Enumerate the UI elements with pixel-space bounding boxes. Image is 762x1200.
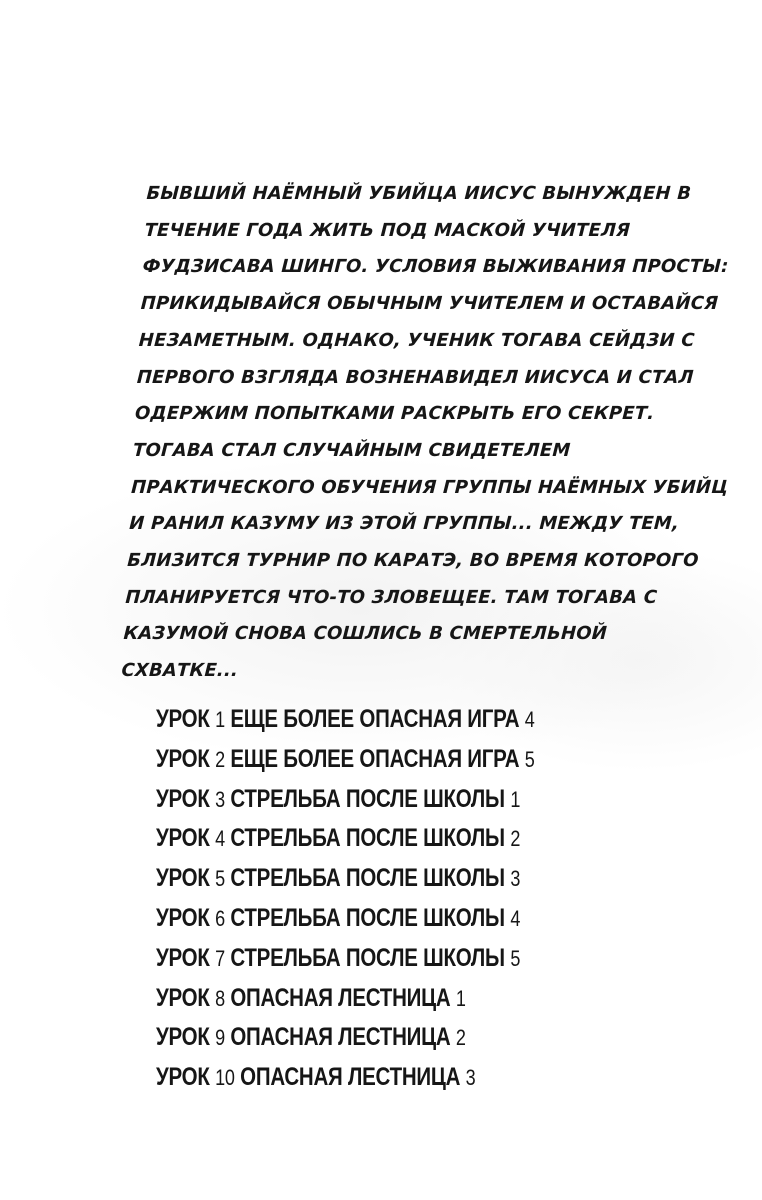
toc-title: СТРЕЛЬБА ПОСЛЕ ШКОЛЫ [230,864,505,893]
toc-part-number: 4 [524,707,535,732]
toc-title: СТРЕЛЬБА ПОСЛЕ ШКОЛЫ [230,784,505,813]
toc-prefix: УРОК [156,824,210,853]
toc-item-7 [156,939,525,979]
toc-prefix: УРОК [156,903,210,932]
toc-lesson-number: 4 [215,826,225,852]
toc-lesson-number: 8 [215,985,225,1011]
toc-part-number: 3 [465,1065,476,1091]
toc-title: ОПАСНАЯ ЛЕСТНИЦА [230,1023,451,1052]
toc-lesson-number: 7 [215,945,225,971]
toc-title: СТРЕЛЬБА ПОСЛЕ ШКОЛЫ [230,943,505,972]
toc-part-number: 4 [510,905,521,931]
synopsis [121,176,748,690]
toc-title: ЕЩЕ БОЛЕЕ ОПАСНАЯ ИГРА [230,744,520,773]
toc-prefix: УРОК [156,1063,210,1092]
toc-item-4 [156,819,525,859]
toc-part-number: 2 [455,1025,466,1051]
toc-lesson-number: 10 [215,1065,235,1091]
toc-item-10 [156,1058,525,1098]
toc-item-9 [156,1018,525,1058]
table-of-contents [156,700,535,1098]
toc-item-3 [156,780,525,820]
toc-part-number: 1 [510,786,521,812]
toc-prefix: УРОК [156,705,210,733]
toc-title: СТРЕЛЬБА ПОСЛЕ ШКОЛЫ [230,903,505,932]
toc-lesson-number: 1 [215,707,225,732]
toc-item-2 [156,740,535,780]
toc-prefix: УРОК [156,784,210,813]
toc-lesson-number: 2 [215,746,225,772]
toc-part-number: 3 [510,866,521,892]
toc-part-number: 2 [510,826,521,852]
toc-prefix: УРОК [156,744,210,773]
toc-title: ОПАСНАЯ ЛЕСТНИЦА [240,1063,461,1092]
toc-item-6 [156,899,525,939]
toc-part-number: 5 [510,945,521,971]
synopsis-paragraph-2: ТОГАВА СТАЛ СЛУЧАЙНЫМ СВИДЕТЕЛЕМ ПРАКТИЧЕСКОГО ОБУЧЕНИЯ ГРУППЫ НАЁМНЫХ УБИЙЦ И РАНИЛ КАЗУМУ ИЗ ЭТОЙ ГРУППЫ... МЕЖДУ ТЕМ, БЛИЗИТСЯ ТУРНИР ПО КАРАТЭ, ВО ВРЕМЯ КОТОРОГО ПЛАНИРУЕТСЯ ЧТО-ТО ЗЛОВЕЩЕЕ. ТАМ ТОГАВА С КАЗУМОЙ СНОВА СОШЛИСЬ В СМЕРТЕЛЬНОЙ СХВАТКЕ... [120,439,729,682]
toc-lesson-number: 6 [215,905,225,931]
toc-prefix: УРОК [156,983,210,1012]
synopsis-paragraph-1: БЫВШИЙ НАЁМНЫЙ УБИЙЦА ИИСУС ВЫНУЖДЕН В ТЕЧЕНИЕ ГОДА ЖИТЬ ПОД МАСКОЙ УЧИТЕЛЯ ФУДЗИСАВА ШИНГО. УСЛОВИЯ ВЫЖИВАНИЯ ПРОСТЫ: ПРИКИДЫВАЙСЯ ОБЫЧНЫМ УЧИТЕЛЕМ И ОСТАВАЙСЯ НЕЗАМЕТНЫМ. ОДНАКО, УЧЕНИК ТОГАВА СЕЙДЗИ С ПЕРВОГО ВЗГЛЯДА ВОЗНЕНАВИДЕЛ ИИСУСА И СТАЛ ОДЕРЖИМ ПОПЫТКАМИ РАСКРЫТЬ ЕГО СЕКРЕТ. [134,183,730,425]
toc-lesson-number: 9 [215,1025,225,1051]
toc-item-1 [156,700,535,740]
toc-part-number: 5 [524,746,535,772]
toc-lesson-number: 5 [215,866,225,892]
toc-title: ОПАСНАЯ ЛЕСТНИЦА [230,983,451,1012]
toc-item-8 [156,979,525,1019]
toc-prefix: УРОК [156,1023,210,1052]
toc-prefix: УРОК [156,943,210,972]
toc-prefix: УРОК [156,864,210,893]
toc-lesson-number: 3 [215,786,225,812]
toc-title: СТРЕЛЬБА ПОСЛЕ ШКОЛЫ [230,824,505,853]
toc-title: ЕЩЕ БОЛЕЕ ОПАСНАЯ ИГРА [230,705,520,733]
toc-part-number: 1 [455,985,466,1011]
toc-item-5 [156,859,525,899]
